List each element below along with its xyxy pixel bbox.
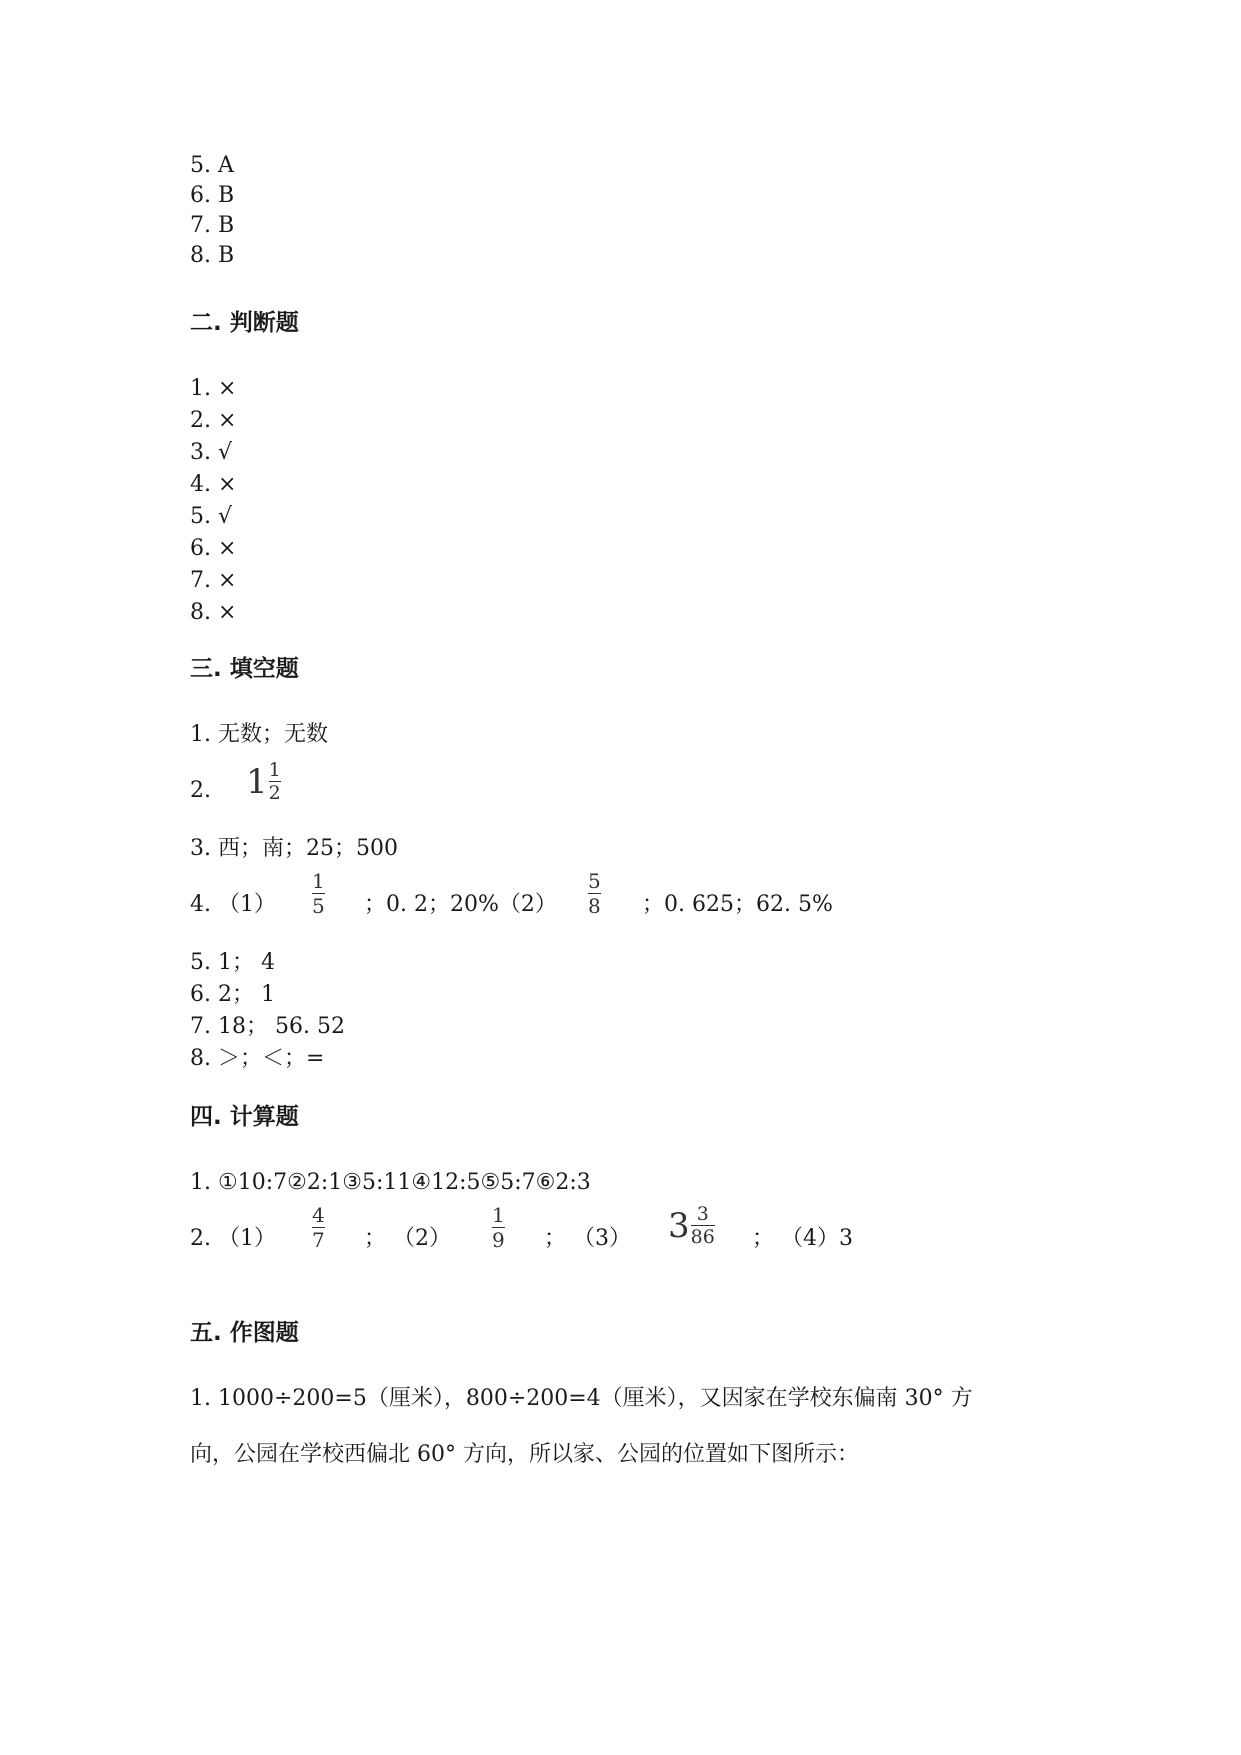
judgement-answer-7: 7. × [190, 568, 237, 593]
fill-answer-4-middle: ；0. 2；20%（2） [364, 892, 557, 917]
fill-answer-4-fraction-2 [588, 870, 601, 917]
drawing-answer-line-2: 向，公园在学校西偏北 60° 方向，所以家、公园的位置如下图所示： [190, 1442, 859, 1467]
fraction-numerator: 1 [268, 759, 281, 781]
fill-answer-4-prefix: 4. （1） [190, 892, 276, 917]
section-title-fill-blank: 三. 填空题 [190, 656, 299, 682]
choice-answer-5: 5. A [190, 153, 234, 178]
calc-answer-1: 1. ①10:7②2:1③5:11④12:5⑤5:7⑥2:3 [190, 1170, 591, 1195]
section-title-calculation: 四. 计算题 [190, 1104, 299, 1130]
section-title-judgement: 二. 判断题 [190, 310, 299, 336]
mixed-whole: 1 [246, 761, 268, 802]
fraction-numerator: 1 [312, 869, 325, 893]
fraction-denominator: 86 [690, 1226, 715, 1248]
judgement-answer-8: 8. × [190, 600, 237, 625]
fraction-denominator: 8 [588, 894, 601, 918]
choice-answer-8: 8. B [190, 243, 235, 268]
calc-answer-2-separator-1: ； （2） [364, 1226, 451, 1251]
fill-answer-4-fraction-1 [312, 870, 325, 917]
fraction-numerator: 1 [492, 1203, 505, 1227]
fraction-denominator: 2 [268, 782, 281, 804]
fraction-numerator: 3 [696, 1203, 709, 1225]
calc-answer-2-fraction-2 [492, 1204, 505, 1251]
fill-answer-2-mixed-number [246, 760, 281, 803]
mixed-whole: 3 [668, 1205, 690, 1246]
fraction-denominator: 9 [492, 1228, 505, 1252]
judgement-answer-6: 6. × [190, 536, 237, 561]
fill-answer-7: 7. 18； 56. 52 [190, 1014, 345, 1039]
fraction-numerator: 5 [588, 869, 601, 893]
calc-answer-2-mixed-number [668, 1204, 715, 1247]
section-title-drawing: 五. 作图题 [190, 1320, 299, 1346]
judgement-answer-2: 2. × [190, 408, 237, 433]
fraction-denominator: 5 [312, 894, 325, 918]
calc-answer-2-prefix: 2. （1） [190, 1226, 276, 1251]
judgement-answer-5: 5. √ [190, 504, 233, 529]
fraction-denominator: 7 [312, 1228, 325, 1252]
fill-answer-3: 3. 西；南；25；500 [190, 836, 398, 861]
mixed-fraction [691, 1204, 715, 1247]
choice-answer-7: 7. B [190, 213, 235, 238]
choice-answer-6: 6. B [190, 183, 235, 208]
calc-answer-2-fraction-1 [312, 1204, 325, 1251]
fill-answer-1: 1. 无数；无数 [190, 722, 328, 747]
fill-answer-5: 5. 1； 4 [190, 950, 275, 975]
fill-answer-6: 6. 2； 1 [190, 982, 275, 1007]
calc-answer-2-separator-2: ； （3） [544, 1226, 631, 1251]
judgement-answer-1: 1. × [190, 376, 237, 401]
fill-answer-2-prefix: 2. [190, 778, 211, 803]
judgement-answer-4: 4. × [190, 472, 237, 497]
fill-answer-4-suffix: ；0. 625；62. 5% [642, 892, 833, 917]
mixed-fraction [269, 760, 281, 803]
calc-answer-2-suffix: ； （4）3 [752, 1226, 853, 1251]
fill-answer-8: 8. ＞；＜；= [190, 1046, 325, 1071]
judgement-answer-3: 3. √ [190, 440, 233, 465]
drawing-answer-line-1: 1. 1000÷200=5（厘米），800÷200=4（厘米），又因家在学校东偏南 30° 方 [190, 1386, 973, 1411]
fraction-numerator: 4 [312, 1203, 325, 1227]
